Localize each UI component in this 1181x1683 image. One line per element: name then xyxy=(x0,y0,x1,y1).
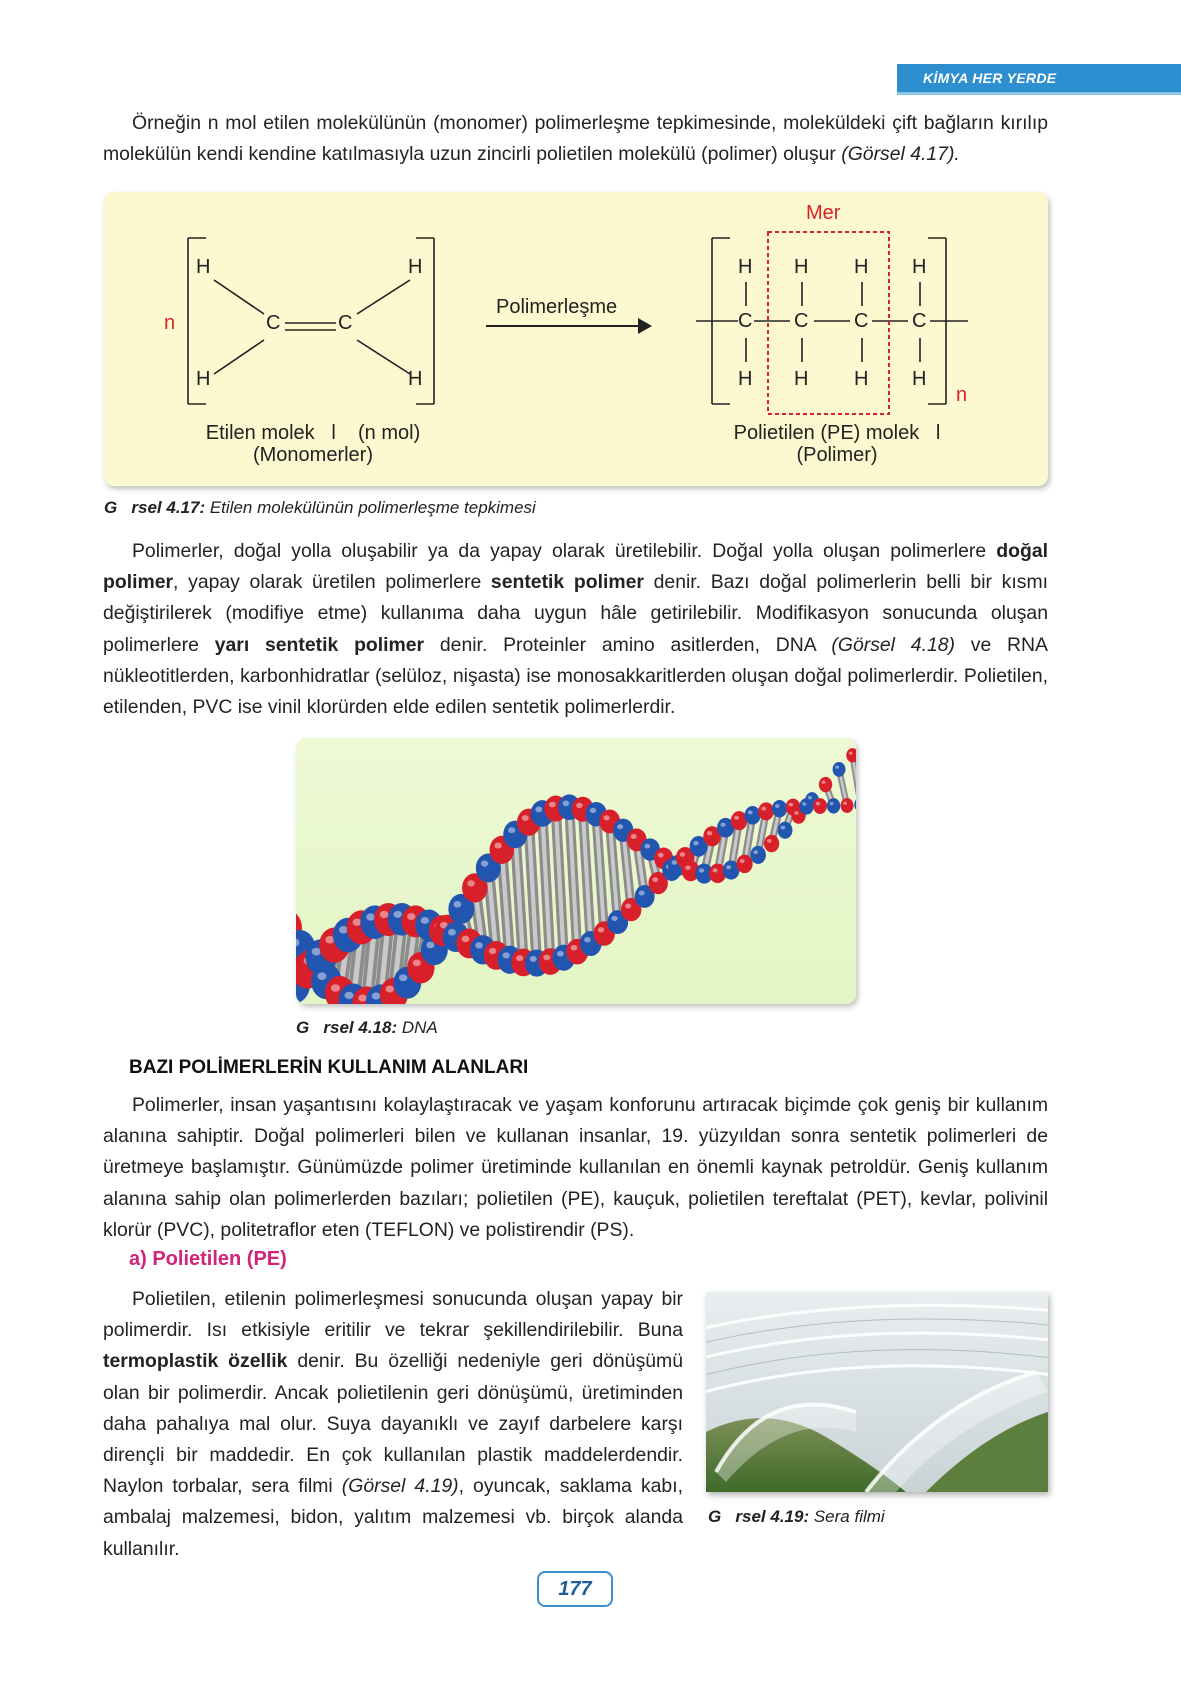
atom-h: H xyxy=(912,368,927,390)
atom-h: H xyxy=(738,368,753,390)
greenhouse-illustration xyxy=(706,1292,1048,1492)
figure-caption-417: G rsel 4.17: Etilen molekülünün polimerleşme tepkimesi xyxy=(104,498,536,517)
figure-caption-418: G rsel 4.18: DNA xyxy=(296,1018,438,1037)
dna-image xyxy=(296,738,856,1004)
greenhouse-film-image xyxy=(706,1292,1048,1492)
n-coefficient-left: n xyxy=(164,312,176,334)
atom-h: H xyxy=(912,256,927,278)
reaction-label: Polimerleşme xyxy=(496,296,618,318)
page-number: 177 xyxy=(537,1571,613,1607)
figure-caption-419: G rsel 4.19: Sera filmi xyxy=(708,1507,885,1526)
mer-box xyxy=(768,232,889,414)
usage-paragraph: Polimerler, insan yaşantısını kolaylaştıracak ve yaşam konforunu artıracak biçimde çok geniş bir kullanım alanına sahiptir. Doğal polimerleri bilen ve kullanan insanlar, 19. yüzyıldan sonra sentetik polimerleri de üretmeye başlamıştır. Günümüzde polimer üretiminde kullanılan en önemli kaynak petroldür. Geniş kullanım alanına sahip olan polimerlerden bazıları; polietilen (PE), kauçuk, polietilen tereftalat (PET), kevlar, polivinil klorür (PVC), politetraflor eten (TEFLON) ve polistirendir (PS). xyxy=(103,1094,1048,1241)
atom-h: H xyxy=(738,256,753,278)
subsection-heading: a) Polietilen (PE) xyxy=(129,1248,287,1270)
atom-h: H xyxy=(794,368,809,390)
atom-h: H xyxy=(196,368,211,390)
atom-c: C xyxy=(738,310,753,332)
atom-c: C xyxy=(794,310,809,332)
section-heading: BAZI POLİMERLERİN KULLANIM ALANLARI xyxy=(129,1057,529,1078)
section-tab-label: KİMYA HER YERDE xyxy=(923,70,1057,86)
atom-c: C xyxy=(912,310,927,332)
section-tab xyxy=(897,64,1181,92)
intro-paragraph: Örneğin n mol etilen molekülünün (monomer) polimerleşme tepkimesinde, moleküldeki çift bağların kırılıp molekülün kendi kendine katılmasıyla uzun zincirli polietilen molekülü (polimer) oluşur (Görsel 4.17). xyxy=(103,112,1048,166)
figure-reference: (Görsel 4.17). xyxy=(841,143,960,166)
n-coefficient-right: n xyxy=(956,384,968,406)
polymerization-diagram xyxy=(104,192,1048,486)
section-tab-underline xyxy=(897,92,1181,95)
arrow-head xyxy=(638,318,652,334)
atom-h: H xyxy=(854,256,869,278)
atom-c: C xyxy=(854,310,869,332)
atom-h: H xyxy=(854,368,869,390)
atom-c: C xyxy=(266,312,281,334)
atom-h: H xyxy=(408,256,423,278)
atom-c: C xyxy=(338,312,353,334)
polymer-caption: Polietilen (PE) molek l (Polimer) xyxy=(733,422,941,466)
dna-helix-illustration xyxy=(296,738,856,1004)
mer-label: Mer xyxy=(806,202,841,224)
atom-h: H xyxy=(196,256,211,278)
atom-h: H xyxy=(408,368,423,390)
polyethylene-paragraph: Polietilen, etilenin polimerleşmesi sonucunda oluşan yapay bir polimerdir. Isı etkisiyle eritilir ve tekrar şekillendirilebilir. Buna termoplastik özellik denir. Bu özelliği nedeniyle geri dönüşümü olan bir polimerdir. Ancak polietilenin geri dönüşümü, üretiminden daha pahalıya mal olur. Suya dayanıklı ve zayıf darbelere karşı dirençli bir maddedir. En çok kullanılan plastik maddelerdendir. Naylon torbalar, sera filmi (Görsel 4.19), oyuncak, saklama kabı, ambalaj malzemesi, bidon, yalıtım malzemesi vb. birçok alanda kullanılır. xyxy=(103,1288,683,1560)
monomer-caption: Etilen molek l (n mol) (Monomerler) xyxy=(205,422,421,466)
atom-h: H xyxy=(794,256,809,278)
natural-synthetic-paragraph: Polimerler, doğal yolla oluşabilir ya da yapay olarak üretilebilir. Doğal yolla oluşan polimerlere doğal polimer, yapay olarak üretilen polimerlere sentetik polimer denir. Bazı doğal polimerlerin belli bir kısmı değiştirilerek (modifiye etme) kullanıma daha uygun hâle getirilebilir. Modifikasyon sonucunda oluşan polimerlere yarı sentetik polimer denir. Proteinler amino asitlerden, DNA (Görsel 4.18) ve RNA nükleotitlerden, karbonhidratlar (selüloz, nişasta) ise monosakkaritlerden oluşan doğal polimerlerdir. Polietilen, etilenden, PVC ise vinil klorürden elde edilen sentetik polimerlerdir. xyxy=(103,540,1048,719)
